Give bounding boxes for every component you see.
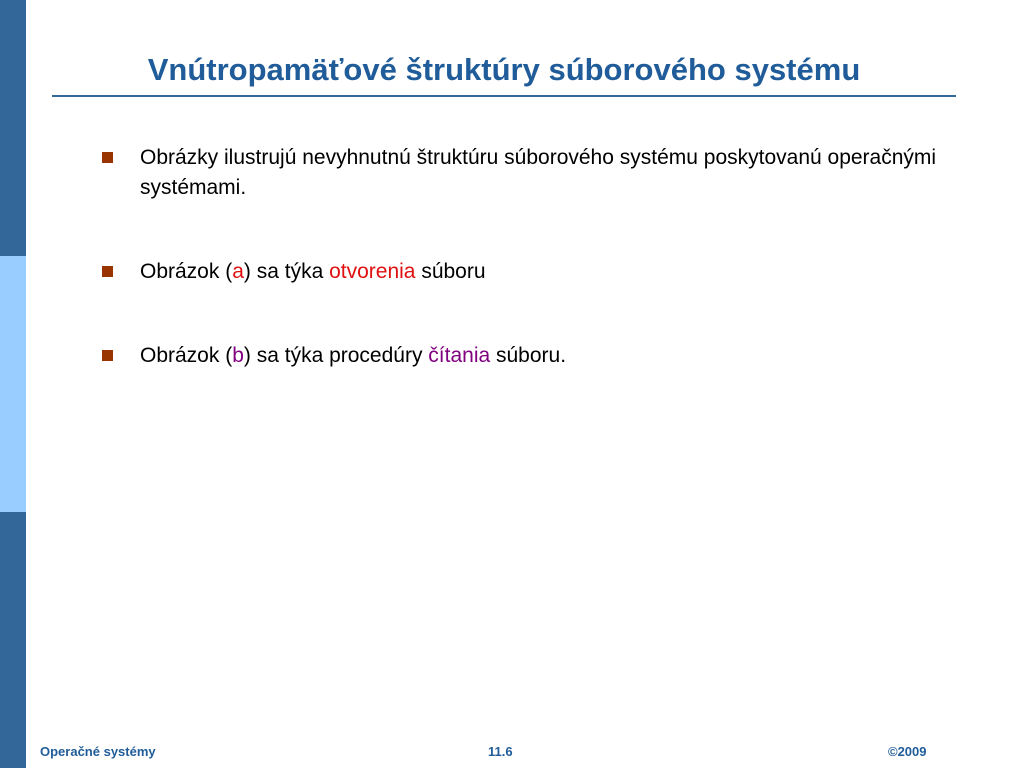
square-bullet-icon bbox=[102, 152, 113, 163]
footer-slide-number: 11.6 bbox=[488, 744, 513, 759]
bullet-highlight-citania: čítania bbox=[428, 344, 491, 367]
bullet-highlight-b: b bbox=[232, 344, 244, 367]
title-underline bbox=[52, 95, 956, 97]
footer-copyright: ©2009 bbox=[888, 744, 927, 759]
bullet-text-middle: ) sa týka procedúry bbox=[243, 344, 429, 367]
square-bullet-icon bbox=[102, 266, 113, 277]
left-bar-middle-segment bbox=[0, 256, 26, 512]
left-accent-bar bbox=[0, 0, 26, 768]
bullet-item bbox=[100, 143, 980, 203]
slide-title: Vnútropamäťové štruktúry súborového systému bbox=[147, 52, 861, 87]
bullet-highlight-otvorenia: otvorenia bbox=[329, 260, 416, 283]
bullet-text: Obrázky ilustrujú nevyhnutnú štruktúru súborového systému poskytovanú operačnými systémami. bbox=[140, 146, 937, 199]
bullet-text-suffix: súboru. bbox=[490, 344, 567, 367]
bullet-text-prefix: Obrázok ( bbox=[140, 344, 233, 367]
bullet-text-suffix: súboru bbox=[415, 260, 486, 283]
footer-course-name: Operačné systémy bbox=[40, 744, 156, 759]
left-bar-top-segment bbox=[0, 0, 26, 256]
bullet-item bbox=[100, 257, 980, 287]
bullet-item bbox=[100, 341, 980, 371]
square-bullet-icon bbox=[102, 350, 113, 361]
bullet-text-prefix: Obrázok ( bbox=[140, 260, 233, 283]
left-bar-bottom-segment bbox=[0, 512, 26, 768]
bullet-list bbox=[100, 143, 980, 371]
bullet-highlight-a: a bbox=[232, 260, 244, 283]
bullet-text-middle: ) sa týka bbox=[243, 260, 330, 283]
